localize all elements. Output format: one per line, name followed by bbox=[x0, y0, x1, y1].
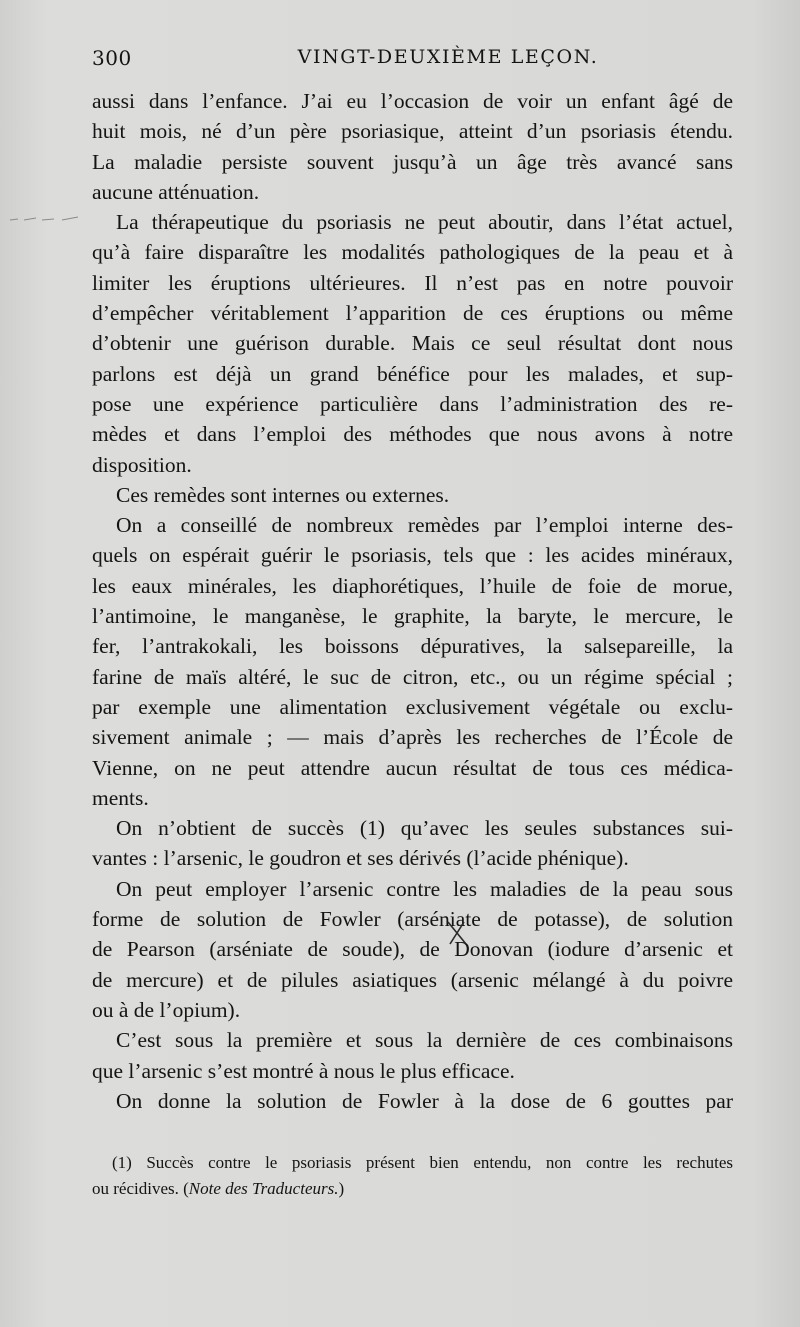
text-line: On donne la solution de Fowler à la dose de 6 gouttes par bbox=[116, 1088, 733, 1113]
running-title: VINGT-DEUXIÈME LEÇON. bbox=[297, 46, 599, 68]
footnote-line: (1) Succès contre le psoriasis présent bien entendu, non contre les rechutes bbox=[112, 1153, 733, 1172]
footnote-line bbox=[92, 1176, 733, 1202]
text-line: C’est sous la première et sous la dernière de ces combinaisons bbox=[116, 1028, 733, 1053]
text-line: On peut employer l’arsenic contre les maladies de la peau sous bbox=[116, 876, 733, 901]
ink-correction-mark bbox=[444, 918, 470, 948]
margin-pencil-mark bbox=[8, 214, 80, 224]
text-line: les eaux minérales, les diaphorétiques, l’huile de foie de morue, bbox=[92, 573, 733, 598]
footnote-attribution: Note des Traducteurs. bbox=[188, 1179, 339, 1198]
text-line: aussi dans l’enfance. J’ai eu l’occasion de voir un enfant âgé de bbox=[92, 89, 733, 113]
footnote-text: ) bbox=[338, 1179, 345, 1198]
text-line: pose une expérience particulière dans l’administration des re- bbox=[92, 391, 733, 416]
text-line: l’antimoine, le manganèse, le graphite, la baryte, le mercure, le bbox=[92, 604, 733, 629]
text-line: vantes : l’arsenic, le goudron et ses dérivés (l’acide phénique). bbox=[92, 846, 629, 871]
footnote-text: ou récidives. ( bbox=[92, 1179, 189, 1198]
text-line: disposition. bbox=[92, 452, 192, 477]
text-line: On n’obtient de succès (1) qu’avec les seules substances sui- bbox=[116, 816, 733, 841]
footnote bbox=[92, 1150, 733, 1202]
text-line: quels on espérait guérir le psoriasis, tels que : les acides minéraux, bbox=[92, 543, 733, 568]
text-line: que l’arsenic s’est montré à nous le plus efficace. bbox=[92, 1058, 515, 1083]
text-line: parlons est déjà un grand bénéfice pour les malades, et sup- bbox=[92, 361, 733, 386]
text-line: d’obtenir une guérison durable. Mais ce seul résultat dont nous bbox=[92, 331, 733, 356]
body-text bbox=[92, 86, 733, 1116]
text-line: mèdes et dans l’emploi des méthodes que nous avons à notre bbox=[92, 422, 733, 447]
page-header bbox=[92, 46, 734, 76]
text-line: Ces remèdes sont internes ou externes. bbox=[116, 482, 450, 507]
text-line: La thérapeutique du psoriasis ne peut aboutir, dans l’état actuel, bbox=[116, 210, 733, 235]
text-line: huit mois, né d’un père psoriasique, atteint d’un psoriasis étendu. bbox=[92, 119, 733, 144]
text-line: farine de maïs altéré, le suc de citron, etc., ou un régime spécial ; bbox=[92, 664, 733, 689]
text-line: On a conseillé de nombreux remèdes par l’emploi interne des- bbox=[116, 513, 733, 538]
page-number: 300 bbox=[92, 46, 132, 70]
text-line: La maladie persiste souvent jusqu’à un âge très avancé sans bbox=[92, 149, 733, 174]
text-line: forme de solution de Fowler (arséniate de potasse), de solution bbox=[92, 907, 733, 932]
text-line: ou à de l’opium). bbox=[92, 997, 241, 1022]
text-line: Vienne, on ne peut attendre aucun résultat de tous ces médica- bbox=[92, 755, 733, 780]
text-line: ments. bbox=[92, 785, 149, 810]
text-line: de mercure) et de pilules asiatiques (arsenic mélangé à du poivre bbox=[92, 967, 733, 992]
text-line: limiter les éruptions ultérieures. Il n’est pas en notre pouvoir bbox=[92, 270, 733, 295]
text-line: sivement animale ; — mais d’après les recherches de l’École de bbox=[92, 725, 733, 750]
text-line: de Pearson (arséniate de soude), de Donovan (iodure d’arsenic et bbox=[92, 937, 733, 962]
text-line: qu’à faire disparaître les modalités pathologiques de la peau et à bbox=[92, 240, 733, 265]
text-line: aucune atténuation. bbox=[92, 179, 260, 204]
text-line: par exemple une alimentation exclusivement végétale ou exclu- bbox=[92, 694, 733, 719]
text-line: d’empêcher véritablement l’apparition de ces éruptions ou même bbox=[92, 301, 733, 326]
text-line: fer, l’antrakokali, les boissons dépuratives, la salsepareille, la bbox=[92, 634, 733, 659]
